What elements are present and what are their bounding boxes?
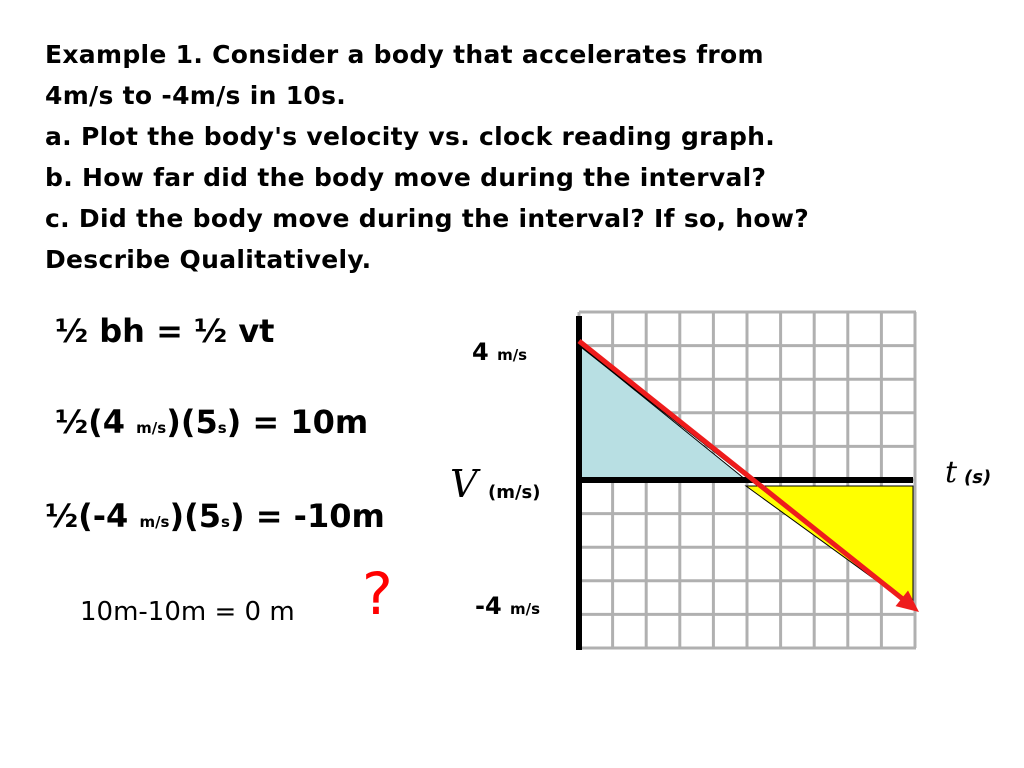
eq-part: ½(4: [55, 403, 137, 441]
problem-line: c. Did the body move during the interval? If so, how?: [45, 204, 810, 233]
problem-line: a. Plot the body's velocity vs. clock reading graph.: [45, 122, 776, 151]
problem-line: Describe Qualitatively.: [45, 245, 372, 274]
eq-part: )(5: [169, 497, 221, 535]
y-min-tick-label: -4 m/s: [475, 592, 541, 620]
eq-unit: s: [221, 513, 230, 531]
x-axis-unit: (s): [964, 467, 992, 488]
eq-part: ) = 10m: [226, 403, 369, 441]
eq-unit: s: [217, 419, 227, 437]
question-mark: ?: [362, 560, 393, 628]
problem-line: Example 1. Consider a body that accelerates from: [45, 40, 764, 69]
eq-unit: m/s: [139, 513, 170, 531]
eq-part: ½(-4: [45, 497, 140, 535]
y-axis-unit: (m/s): [488, 482, 541, 503]
y-max-tick-label: 4 m/s: [472, 338, 528, 366]
y-axis-symbol: V: [450, 462, 478, 506]
problem-line: b. How far did the body move during the interval?: [45, 163, 767, 192]
area-formula: ½ bh = ½ vt: [55, 312, 275, 350]
eq-unit: m/s: [136, 419, 167, 437]
net-displacement-equation: 10m-10m = 0 m: [80, 597, 295, 627]
problem-line: 4m/s to -4m/s in 10s.: [45, 81, 347, 110]
eq-part: ) = -10m: [229, 497, 385, 535]
x-axis-symbol: t: [945, 455, 958, 490]
eq-part: )(5: [166, 403, 218, 441]
